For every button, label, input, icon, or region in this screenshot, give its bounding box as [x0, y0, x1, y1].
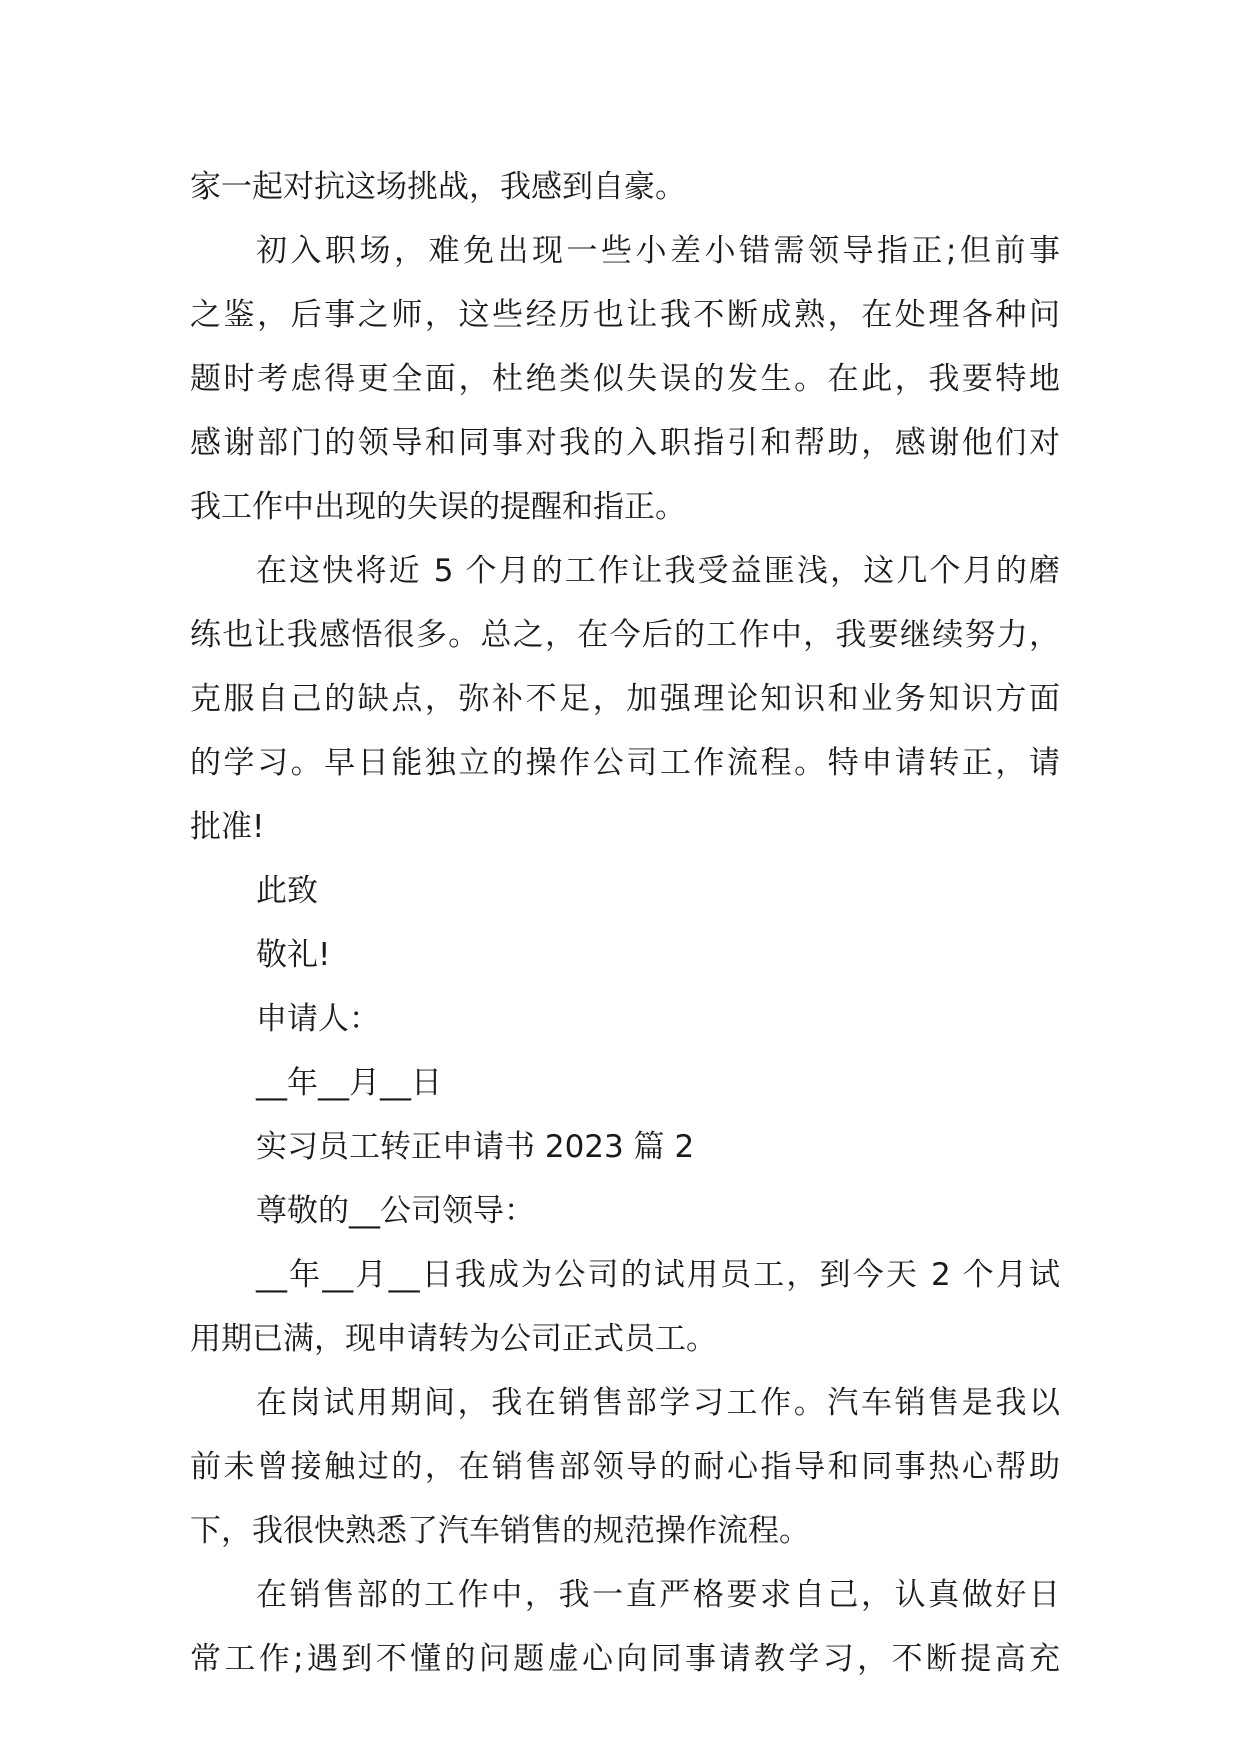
- text-line: 的学习。早日能独立的操作公司工作流程。特申请转正，请: [190, 745, 1060, 781]
- text-line: __年__月__日我成为公司的试用员工，到今天 2 个月试: [256, 1257, 1060, 1293]
- text-line: 前未曾接触过的，在销售部领导的耐心指导和同事热心帮助: [190, 1449, 1060, 1485]
- text-line: 此致: [256, 873, 318, 909]
- text-line: 在销售部的工作中，我一直严格要求自己，认真做好日: [256, 1577, 1060, 1613]
- text-line: 之鉴，后事之师，这些经历也让我不断成熟，在处理各种问: [190, 297, 1060, 333]
- text-line: 常工作;遇到不懂的问题虚心向同事请教学习，不断提高充: [190, 1641, 1060, 1677]
- text-line: 批准!: [190, 809, 265, 845]
- text-line: 下，我很快熟悉了汽车销售的规范操作流程。: [190, 1513, 810, 1549]
- text-line: 题时考虑得更全面，杜绝类似失误的发生。在此，我要特地: [190, 361, 1060, 397]
- text-line: 初入职场，难免出现一些小差小错需领导指正;但前事: [256, 233, 1060, 269]
- text-line: 克服自己的缺点，弥补不足，加强理论知识和业务知识方面: [190, 681, 1060, 717]
- text-line: 在这快将近 5 个月的工作让我受益匪浅，这几个月的磨: [256, 553, 1060, 589]
- text-line: __年__月__日: [256, 1065, 442, 1101]
- text-line: 敬礼!: [256, 937, 331, 973]
- text-line: 家一起对抗这场挑战，我感到自豪。: [190, 169, 686, 205]
- text-line: 尊敬的__公司领导：: [256, 1193, 535, 1229]
- text-line: 在岗试用期间，我在销售部学习工作。汽车销售是我以: [256, 1385, 1060, 1421]
- text-line: 实习员工转正申请书 2023 篇 2: [256, 1129, 695, 1165]
- text-line: 练也让我感悟很多。总之，在今后的工作中，我要继续努力，: [190, 617, 1060, 653]
- text-line: 用期已满，现申请转为公司正式员工。: [190, 1321, 717, 1357]
- text-line: 感谢部门的领导和同事对我的入职指引和帮助，感谢他们对: [190, 425, 1060, 461]
- text-line: 我工作中出现的失误的提醒和指正。: [190, 489, 686, 525]
- document-body: [190, 155, 1060, 1691]
- text-line: 申请人：: [256, 1001, 380, 1037]
